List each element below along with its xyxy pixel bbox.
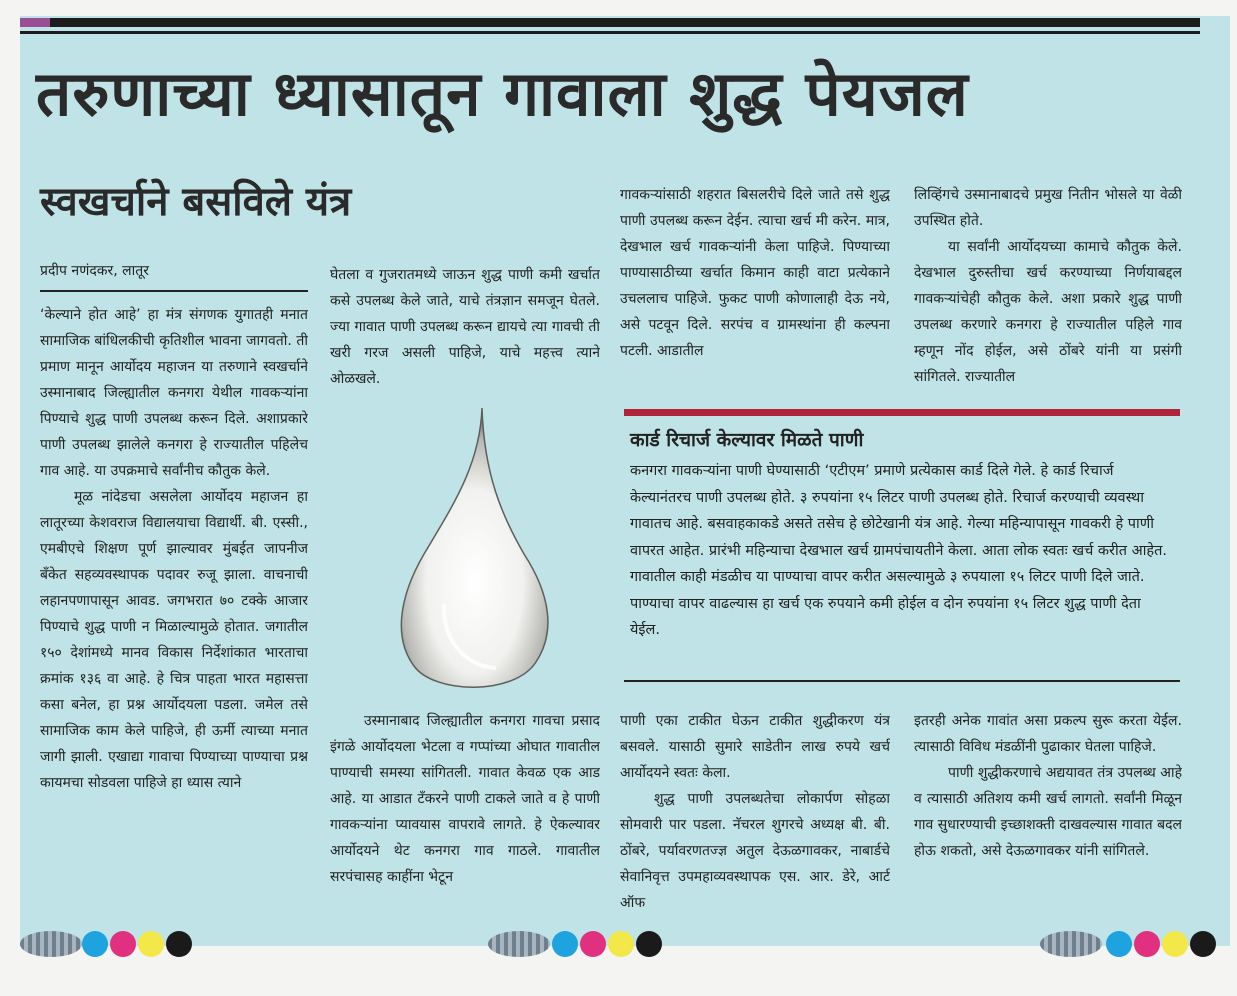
- paragraph: इतरही अनेक गावांत असा प्रकल्प सुरू करता येईल. त्यासाठी विविध मंडळींनी पुढाकार घेतला पाहिजे.: [914, 713, 1182, 755]
- top-rule: [20, 18, 1200, 27]
- boxout-bar: [624, 409, 1180, 416]
- boxout-body: कनगरा गावकऱ्यांना पाणी घेण्यासाठी ‘एटीएम’ प्रमाणे प्रत्येकास कार्ड दिले गेले. हे कार्ड रिचार्ज केल्यानंतरच पाणी उपलब्ध होते. ३ रुपयांना १५ लिटर पाणी उपलब्ध होते. रिचार्ज करण्याची व्यवस्था गावातच आहे. बसवाहकाकडे असते तसेच हे छोटेखानी यंत्र आहे. गेल्या महिन्यापासून गावकरी हे पाणी वापरत आहेत. प्रारंभी महिन्याचा देखभाल खर्च ग्रामपंचायतीने केला. आता लोक स्वतः खर्च करीत आहेत. गावातील काही मंडळीच या पाण्याचा वापर करीत असल्यामुळे ३ रुपयाला १५ लिटर पाणी दिले जाते. पाण्याचा वापर वाढल्यास हा खर्च एक रुपयाने कमी होईल व दोन रुपयांना १५ लिटर शुद्ध पाणी देता येईल.: [630, 463, 1168, 638]
- top-rule-thin: [20, 31, 1200, 34]
- registration-dot-black: [636, 931, 662, 957]
- registration-dot-magenta: [110, 931, 136, 957]
- registration-oval: [488, 931, 550, 957]
- paragraph: या सर्वांनी आर्योदयच्या कामाचे कौतुक केले. देखभाल दुरुस्तीचा खर्च करण्याच्या निर्णयाबद्दल गावकऱ्यांचेही कौतुक केले. अशा प्रकारे शुद्ध पाणी उपलब्ध करणारे कनगरा हे राज्यातील पहिले गाव म्हणून नोंद होईल, असे ठोंबरे यांनी या प्रसंगी सांगितले. राज्यातील: [914, 239, 1182, 385]
- registration-dot-black: [1190, 931, 1216, 957]
- column-2-bottom: [330, 708, 600, 914]
- registration-dot-black: [166, 931, 192, 957]
- column-1: [40, 258, 308, 914]
- registration-dot-yellow: [1162, 931, 1188, 957]
- column-3-bottom: [620, 708, 890, 914]
- paragraph: मूळ नांदेडचा असलेला आर्योदय महाजन हा लातूरच्या केशवराज विद्यालयाचा विद्यार्थी. बी. एस्सी., एमबीएचे शिक्षण पूर्ण झाल्यावर मुंबईत जापनीज बँकेत सहव्यवस्थापक पदावर रुजू झाला. वाचनाची लहानपणापासून आवड. जगभरात ७० टक्के आजार पिण्याचे शुद्ध पाणी न मिळाल्यामुळे होतात. जगातील १५० देशांमध्ये मानव विकास निर्देशांकात भारताचा क्रमांक १३६ वा आहे. हे चित्र पाहता भारत महासत्ता कसा बनेल, हा प्रश्न आर्योदयला पडला. जमेल तसे सामाजिक काम केले पाहिजे, ही ऊर्मी त्याच्या मनात जागी झाली. एखाद्या गावाचा पिण्याच्या पाण्याचा प्रश्न कायमचा सोडवला पाहिजे हा ध्यास त्याने: [40, 489, 308, 791]
- top-rule-accent: [20, 18, 50, 27]
- registration-dot-cyan: [1106, 931, 1132, 957]
- column-4-top: [914, 182, 1182, 394]
- registration-marks: [20, 930, 200, 958]
- paragraph: पाणी एका टाकीत घेऊन टाकीत शुद्धीकरण यंत्र बसवले. यासाठी सुमारे साडेतीन लाख रुपये खर्च आर्योदयने स्वतः केला.: [620, 713, 890, 781]
- registration-dot-magenta: [580, 931, 606, 957]
- registration-dot-cyan: [82, 931, 108, 957]
- column-2-top: [330, 262, 600, 392]
- byline: प्रदीप नणंदकर, लातूर: [40, 258, 308, 292]
- paragraph: घेतला व गुजरातमध्ये जाऊन शुद्ध पाणी कमी खर्चात कसे उपलब्ध केले जाते, याचे तंत्रज्ञान समजून घेतले. ज्या गावात पाणी उपलब्ध करून द्यायचे त्या गावची ती खरी गरज असली पाहिजे, याचे महत्त्व त्याने ओळखले.: [330, 267, 600, 387]
- water-drop-icon: [384, 404, 564, 704]
- registration-oval: [1040, 931, 1102, 957]
- boxout: [624, 404, 1180, 694]
- paragraph: उस्मानाबाद जिल्ह्यातील कनगरा गावचा प्रसाद इंगळे आर्योदयला भेटला व गप्पांच्या ओघात गावातील पाण्याची समस्या सांगितली. गावात केवळ एक आड आहे. या आडात टँकरने पाणी टाकले जाते व हे पाणी गावकऱ्यांना प्यावयास वापरावे लागते. हे ऐकल्यावर आर्योदयने थेट कनगरा गाव गाठले. गावातील सरपंचासह काहींना भेटून: [330, 713, 600, 885]
- boxout-title: कार्ड रिचार्ज केल्यावर मिळते पाणी: [630, 429, 864, 451]
- subheadline: स्वखर्चाने बसविले यंत्र: [40, 179, 352, 225]
- column-4-bottom: [914, 708, 1182, 914]
- boxout-rule: [624, 680, 1180, 682]
- registration-dot-magenta: [1134, 931, 1160, 957]
- registration-dot-cyan: [552, 931, 578, 957]
- paragraph: गावकऱ्यांसाठी शहरात बिसलरीचे दिले जाते तसे शुद्ध पाणी उपलब्ध करून देईन. त्याचा खर्च मी करेन. मात्र, देखभाल खर्च गावकऱ्यांनी केला पाहिजे. पिण्याच्या पाण्यासाठीच्या खर्चात किमान काही वाटा प्रत्येकाने उचललाच पाहिजे. फुकट पाणी कोणालाही देऊ नये, असे पटवून दिले. सरपंच व ग्रामस्थांना ही कल्पना पटली. आडातील: [620, 187, 890, 359]
- registration-dot-yellow: [608, 931, 634, 957]
- registration-marks: [1040, 930, 1220, 958]
- registration-oval: [20, 931, 82, 957]
- paragraph: लिव्हिंगचे उस्मानाबादचे प्रमुख नितीन भोसले या वेळी उपस्थित होते.: [914, 187, 1182, 229]
- paragraph: ‘केल्याने होत आहे’ हा मंत्र संगणक युगातही मनात सामाजिक बांधिलकीची कृतिशील भावना जागवतो. ती प्रमाण मानून आर्योदय महाजन या तरुणाने स्वखर्चाने उस्मानाबाद जिल्ह्यातील कनगरा येथील गावकऱ्यांना पिण्याचे शुद्ध पाणी उपलब्ध करून दिले. अशाप्रकारे पाणी उपलब्ध झालेले कनगरा हे राज्यातील पहिलेच गाव आहे. या उपक्रमाचे सर्वांनीच कौतुक केले.: [40, 307, 308, 479]
- column-3-top: [620, 182, 890, 394]
- paragraph: शुद्ध पाणी उपलब्धतेचा लोकार्पण सोहळा सोमवारी पार पडला. नॅचरल शुगरचे अध्यक्ष बी. बी. ठोंबरे, पर्यावरणतज्ज्ञ अतुल देऊळगावकर, नाबार्डचे सेवानिवृत्त उपमहाव्यवस्थापक एस. आर. डेरे, आर्ट ऑफ: [620, 791, 890, 911]
- paragraph: पाणी शुद्धीकरणाचे अद्ययावत तंत्र उपलब्ध आहे व त्यासाठी अतिशय कमी खर्च लागतो. सर्वांनी मिळून गाव सुधारण्याची इच्छाशक्ती दाखवल्यास गावात बदल होऊ शकतो, असे देऊळगावकर यांनी सांगितले.: [914, 765, 1182, 859]
- registration-marks: [488, 930, 668, 958]
- headline: तरुणाच्या ध्यासातून गावाला शुद्ध पेयजल: [36, 57, 969, 130]
- registration-dot-yellow: [138, 931, 164, 957]
